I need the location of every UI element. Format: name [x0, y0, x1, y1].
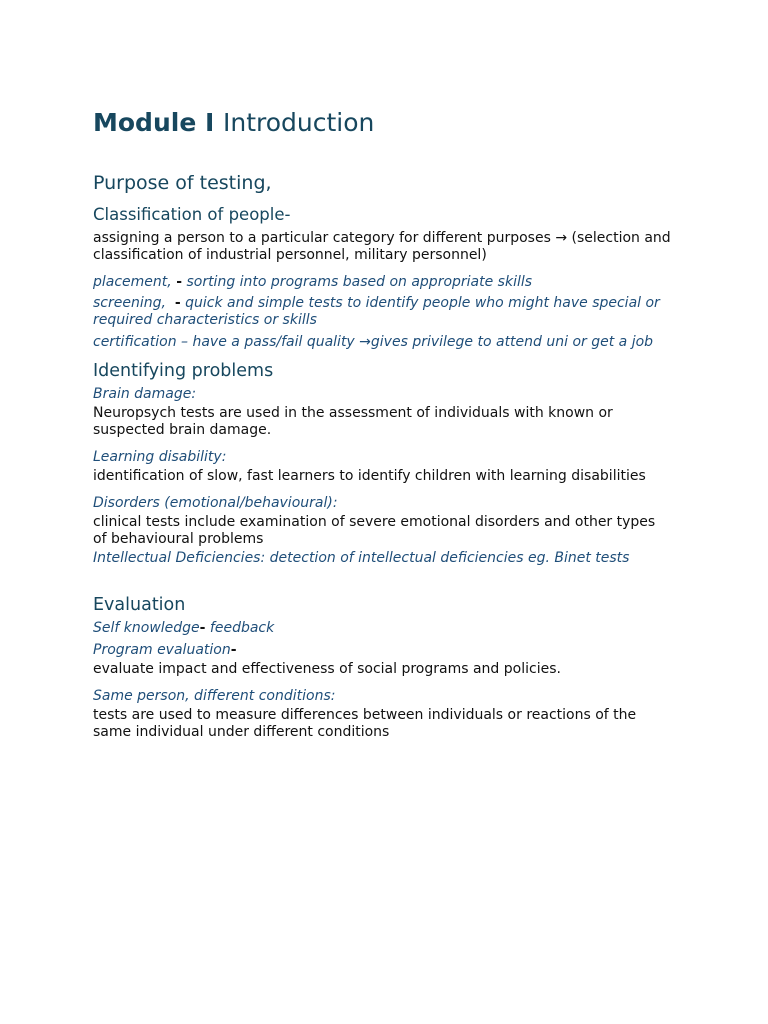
classification-body	[93, 230, 673, 264]
screening-label: screening,	[93, 295, 166, 311]
evaluation-heading: Evaluation	[93, 595, 186, 615]
placement-text: sorting into programs based on appropriate skills	[186, 274, 533, 290]
placement-line	[93, 274, 683, 291]
identifying-heading: Identifying problems	[93, 361, 274, 381]
purpose-heading: Purpose of testing,	[93, 172, 272, 194]
learning-text: identification of slow, fast learners to identify children with learning disabilities	[93, 468, 646, 484]
classification-heading-block	[93, 205, 693, 225]
same-label-block	[93, 688, 693, 705]
arrow-right-icon: →	[359, 334, 371, 350]
program-dash: -	[230, 642, 237, 658]
program-label: Program evaluation	[93, 642, 231, 658]
same-text: tests are used to measure differences between individuals or reactions of the same individual under different conditions	[93, 707, 637, 740]
screening-text: quick and simple tests to identify people who might have special or required characteristics or skills	[93, 295, 660, 328]
purpose-heading-block	[93, 171, 693, 195]
self-label: Self knowledge	[93, 620, 200, 636]
placement-block	[93, 274, 683, 291]
program-text: evaluate impact and effectiveness of social programs and policies.	[93, 661, 561, 677]
certification-post: gives privilege to attend uni or get a job	[370, 334, 654, 350]
intellectual-block	[93, 550, 693, 567]
self-dash: -	[199, 620, 206, 636]
certification-block	[93, 334, 693, 351]
title-normal: Introduction	[223, 108, 375, 137]
disorders-label-block	[93, 495, 693, 512]
classification-body-post: (selection and classification of industrial personnel, military personnel)	[93, 230, 671, 263]
intellectual-text: Intellectual Deficiencies: detection of intellectual deficiencies eg. Binet tests	[93, 550, 630, 566]
screening-block	[93, 295, 683, 329]
arrow-right-icon: →	[555, 230, 568, 246]
placement-dash: -	[176, 274, 182, 290]
classification-body-pre: assigning a person to a particular category for different purposes	[93, 230, 551, 246]
classification-body-block	[93, 230, 673, 264]
self-block	[93, 620, 693, 637]
brain-text: Neuropsych tests are used in the assessment of individuals with known or suspected brain damage.	[93, 405, 613, 438]
disorders-label: Disorders (emotional/behavioural):	[93, 495, 338, 511]
same-text-block	[93, 707, 663, 741]
learning-label: Learning disability:	[93, 449, 227, 465]
self-line	[93, 620, 693, 637]
program-line	[93, 642, 693, 659]
certification-pre: certification – have a pass/fail quality	[93, 334, 355, 350]
self-text: feedback	[209, 620, 275, 636]
program-block	[93, 642, 693, 659]
certification-line	[93, 334, 693, 351]
program-text-block	[93, 661, 673, 678]
learning-text-block	[93, 468, 693, 485]
identifying-heading-block	[93, 361, 693, 381]
title-bold: Module I	[93, 108, 215, 137]
classification-heading: Classification of people-	[93, 205, 291, 224]
disorders-text: clinical tests include examination of severe emotional disorders and other types of behavioural problems	[93, 514, 656, 547]
disorders-text-block	[93, 514, 673, 548]
brain-text-block	[93, 405, 653, 439]
screening-dash: -	[174, 295, 181, 311]
same-label: Same person, different conditions:	[93, 688, 336, 704]
brain-label: Brain damage:	[93, 386, 197, 402]
placement-label: placement,	[93, 274, 172, 290]
brain-label-block	[93, 386, 693, 403]
page-title	[93, 108, 693, 138]
evaluation-heading-block	[93, 595, 693, 615]
learning-label-block	[93, 449, 693, 466]
screening-line	[93, 295, 683, 329]
